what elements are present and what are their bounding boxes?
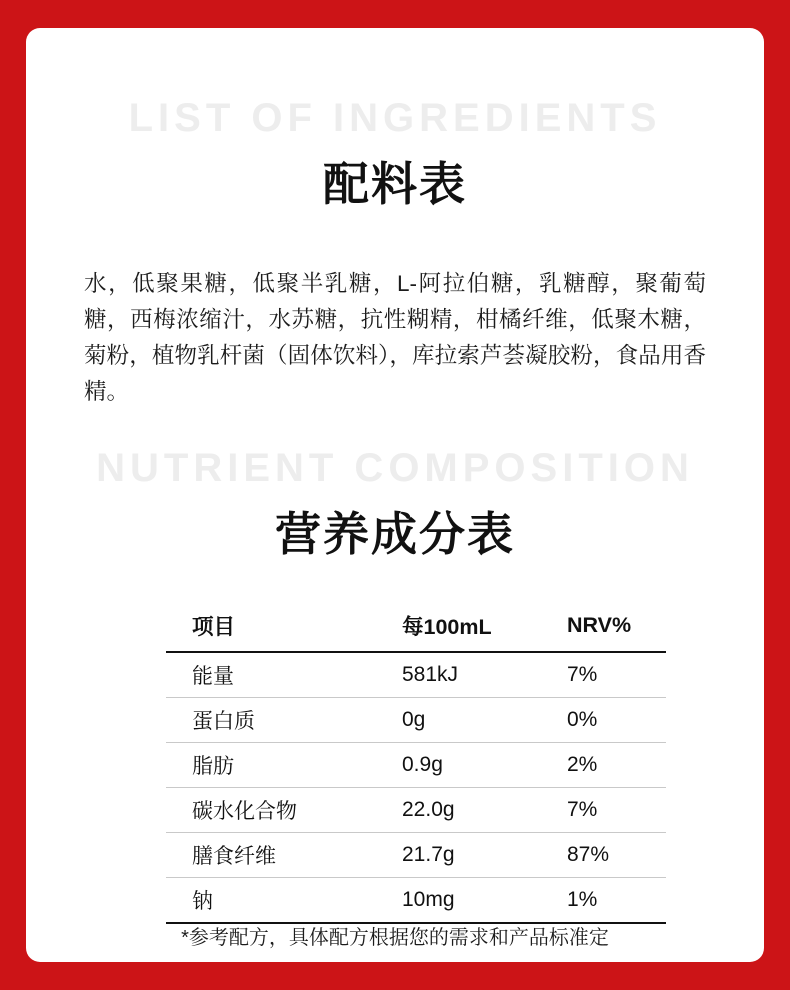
cell-item: 膳食纤维 [192,845,276,868]
table-row [166,833,666,878]
table-row [166,652,666,698]
cell-nrv: 0% [567,708,598,731]
nutrition-title: 营养成分表 [275,508,515,560]
ingredients-title: 配料表 [323,158,467,210]
table-row [166,698,666,743]
cell-item: 能量 [192,665,234,688]
nutrition-table-wrapper [166,603,666,924]
table-header-row [166,603,666,652]
ingredients-text: 水，低聚果糖，低聚半乳糖，L-阿拉伯糖，乳糖醇，聚葡萄糖，西梅浓缩汁，水苏糖，抗性糊精，柑橘纤维，低聚木糖，菊粉，植物乳杆菌（固体饮料），库拉索芦荟凝胶粉，食品用香精。 [84,271,706,404]
cell-item: 碳水化合物 [192,800,297,823]
nutrition-table-head [166,603,666,652]
cell-amount: 581kJ [402,663,459,686]
info-card [26,28,764,962]
nutrition-footnote: *参考配方，具体配方根据您的需求和产品标准定 [181,927,609,949]
cell-amount: 0.9g [402,753,443,776]
nutrition-table-body [166,652,666,923]
cell-amount: 22.0g [402,798,455,821]
table-row [166,788,666,833]
header-nrv: NRV% [567,613,632,637]
cell-nrv: 7% [567,663,598,686]
ingredients-watermark-heading: LIST OF INGREDIENTS [128,96,662,140]
cell-item: 钠 [192,890,213,913]
table-row [166,878,666,924]
header-amount: 每100mL [402,615,492,639]
cell-amount: 10mg [402,888,455,911]
cell-nrv: 7% [567,798,598,821]
cell-amount: 21.7g [402,843,455,866]
cell-nrv: 2% [567,753,598,776]
table-row [166,743,666,788]
cell-amount: 0g [402,708,426,731]
cell-item: 蛋白质 [192,710,255,733]
header-item: 项目 [192,615,236,639]
nutrition-table [166,603,666,924]
nutrition-watermark-heading: NUTRIENT COMPOSITION [96,446,694,490]
cell-item: 脂肪 [192,755,234,778]
cell-nrv: 1% [567,888,598,911]
cell-nrv: 87% [567,843,610,866]
